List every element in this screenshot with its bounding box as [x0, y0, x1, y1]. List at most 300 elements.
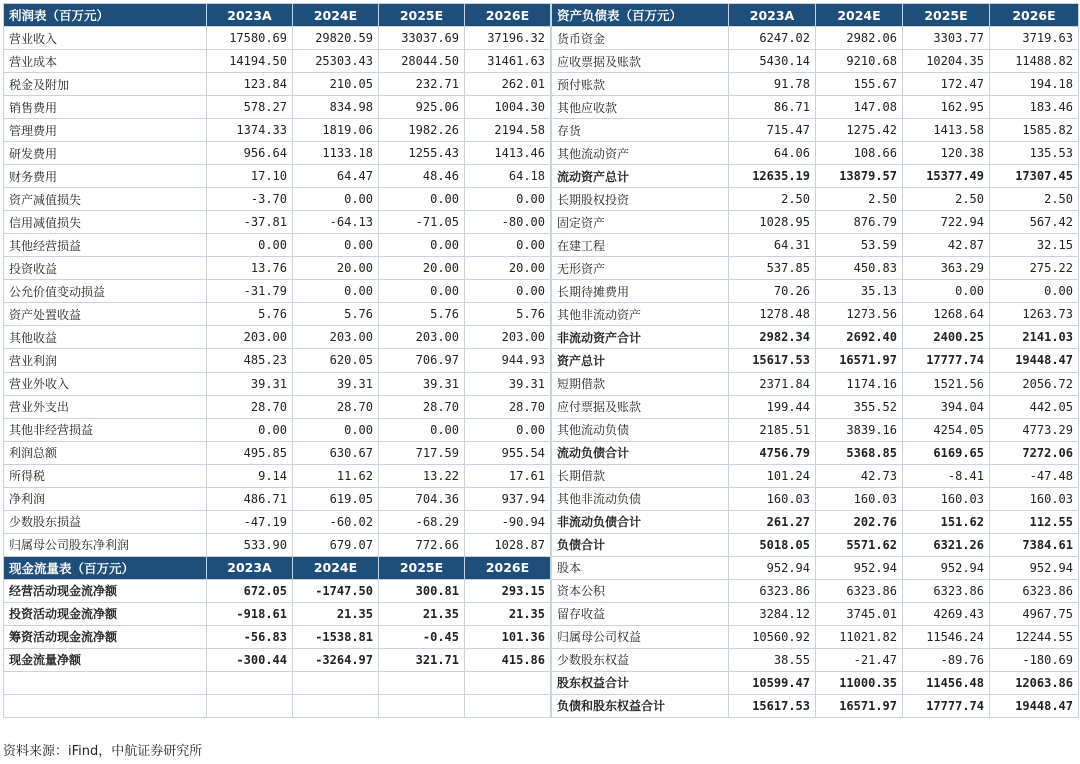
balance-sheet-row-value: 38.55	[729, 648, 816, 671]
cash-flow-row-value: -56.83	[207, 625, 293, 648]
balance-sheet-row-value: 3303.77	[903, 27, 990, 50]
income-statement-row-value: 0.00	[293, 418, 379, 441]
balance-sheet-row-value: 120.38	[903, 142, 990, 165]
income-statement-row-value: 5.76	[379, 303, 465, 326]
balance-sheet-year-header: 2026E	[990, 4, 1079, 27]
income-statement-row-label: 公允价值变动损益	[4, 280, 207, 303]
balance-sheet-row-value: 0.00	[990, 280, 1079, 303]
balance-sheet-row-label: 货币资金	[552, 27, 729, 50]
income-statement-row-value: 203.00	[379, 326, 465, 349]
blank-cell	[207, 671, 293, 694]
income-statement-row-value: 9.14	[207, 464, 293, 487]
cash-flow-row	[4, 579, 551, 602]
income-statement-row	[4, 372, 551, 395]
income-statement-row-value: 28044.50	[379, 50, 465, 73]
balance-sheet-row	[552, 441, 1079, 464]
income-statement-row-label: 财务费用	[4, 165, 207, 188]
balance-sheet-row-value: 17777.74	[903, 349, 990, 372]
balance-sheet-row-value: 0.00	[903, 280, 990, 303]
income-statement-row-value: 0.00	[465, 234, 551, 257]
balance-sheet-row-value: 5571.62	[816, 533, 903, 556]
balance-sheet-row-value: 1278.48	[729, 303, 816, 326]
balance-sheet-row-value: 10204.35	[903, 50, 990, 73]
income-statement-row-value: 13.22	[379, 464, 465, 487]
income-statement-row-value: 717.59	[379, 441, 465, 464]
balance-sheet-row-value: 17777.74	[903, 694, 990, 717]
right-tbody	[552, 4, 1079, 718]
balance-sheet-row-value: 19448.47	[990, 349, 1079, 372]
cash-flow-row-value: 415.86	[465, 648, 551, 671]
balance-sheet-row-value: 2.50	[816, 188, 903, 211]
balance-sheet-row	[552, 165, 1079, 188]
income-statement-row	[4, 211, 551, 234]
income-statement-row-value: 28.70	[465, 395, 551, 418]
balance-sheet-row-value: 35.13	[816, 280, 903, 303]
income-statement-row	[4, 303, 551, 326]
income-statement-row-value: 533.90	[207, 533, 293, 556]
income-statement-row-value: 28.70	[207, 395, 293, 418]
cash-flow-row-value: 21.35	[293, 602, 379, 625]
balance-sheet-row	[552, 50, 1079, 73]
income-statement-row	[4, 27, 551, 50]
balance-sheet-row-value: 6323.86	[990, 579, 1079, 602]
income-statement-row-value: 486.71	[207, 487, 293, 510]
income-statement-row-value: 0.00	[207, 418, 293, 441]
balance-sheet-year-header: 2023A	[729, 4, 816, 27]
income-statement-row-value: -31.79	[207, 280, 293, 303]
blank-cell	[4, 694, 207, 717]
blank-cell	[293, 694, 379, 717]
income-statement-row-label: 归属母公司股东净利润	[4, 533, 207, 556]
balance-sheet-row-value: -180.69	[990, 648, 1079, 671]
balance-sheet-row-value: 183.46	[990, 96, 1079, 119]
balance-sheet-row-value: 32.15	[990, 234, 1079, 257]
income-statement-row-value: 834.98	[293, 96, 379, 119]
balance-sheet-row	[552, 119, 1079, 142]
balance-sheet-row-value: 4269.43	[903, 602, 990, 625]
balance-sheet-row-value: 10560.92	[729, 625, 816, 648]
balance-sheet-row	[552, 671, 1079, 694]
balance-sheet-row-value: 9210.68	[816, 50, 903, 73]
cash-flow-year-header: 2023A	[207, 556, 293, 579]
balance-sheet-row-value: 355.52	[816, 395, 903, 418]
income-statement-row-value: -37.81	[207, 211, 293, 234]
income-statement-row-value: 0.00	[379, 280, 465, 303]
balance-sheet-row	[552, 648, 1079, 671]
income-statement-row-value: 1374.33	[207, 119, 293, 142]
cash-flow-year-header: 2025E	[379, 556, 465, 579]
cash-flow-title: 现金流量表（百万元）	[4, 556, 207, 579]
balance-sheet-row-value: 11000.35	[816, 671, 903, 694]
balance-sheet-row	[552, 533, 1079, 556]
income-statement-row-label: 资产减值损失	[4, 188, 207, 211]
balance-sheet-row-label: 资产总计	[552, 349, 729, 372]
balance-sheet-row-label: 其他非流动资产	[552, 303, 729, 326]
balance-sheet-row	[552, 464, 1079, 487]
income-statement-row-value: -71.05	[379, 211, 465, 234]
income-statement-row-value: 772.66	[379, 533, 465, 556]
income-statement-row-value: 1982.26	[379, 119, 465, 142]
balance-sheet-row-value: 2.50	[903, 188, 990, 211]
balance-sheet-row-value: 53.59	[816, 234, 903, 257]
balance-sheet-row	[552, 349, 1079, 372]
income-statement-row	[4, 395, 551, 418]
balance-sheet-row-label: 无形资产	[552, 257, 729, 280]
income-statement-row-value: 13.76	[207, 257, 293, 280]
income-statement-row-value: 620.05	[293, 349, 379, 372]
income-statement-row-label: 营业外支出	[4, 395, 207, 418]
balance-sheet-row-value: 2.50	[990, 188, 1079, 211]
income-statement-row-value: 937.94	[465, 487, 551, 510]
balance-sheet-row-value: 6321.26	[903, 533, 990, 556]
income-statement-row	[4, 418, 551, 441]
income-statement-header-row	[4, 4, 551, 27]
income-statement-row-value: 28.70	[379, 395, 465, 418]
income-statement-row-value: 619.05	[293, 487, 379, 510]
income-statement-row-value: -64.13	[293, 211, 379, 234]
balance-sheet-row-value: 160.03	[990, 487, 1079, 510]
balance-sheet-row-label: 少数股东权益	[552, 648, 729, 671]
balance-sheet-row-value: 2371.84	[729, 372, 816, 395]
income-statement-row-value: 1819.06	[293, 119, 379, 142]
income-statement-row-value: 2194.58	[465, 119, 551, 142]
blank-cell	[207, 694, 293, 717]
income-statement-row-value: 11.62	[293, 464, 379, 487]
income-statement-row-label: 投资收益	[4, 257, 207, 280]
income-statement-row	[4, 349, 551, 372]
balance-sheet-row	[552, 579, 1079, 602]
income-statement-row	[4, 119, 551, 142]
balance-sheet-row-value: 151.62	[903, 510, 990, 533]
cash-flow-row-label: 筹资活动现金流净额	[4, 625, 207, 648]
cash-flow-row	[4, 602, 551, 625]
cash-flow-row-label: 现金流量净额	[4, 648, 207, 671]
cash-flow-row-value: -0.45	[379, 625, 465, 648]
balance-sheet-row-value: 160.03	[816, 487, 903, 510]
source-note: 资料来源：iFind，中航证券研究所	[3, 744, 203, 759]
balance-sheet-row-value: 7272.06	[990, 441, 1079, 464]
balance-sheet-row-value: 2982.34	[729, 326, 816, 349]
income-statement-row-value: 37196.32	[465, 27, 551, 50]
income-statement-row	[4, 50, 551, 73]
income-statement-row-value: 495.85	[207, 441, 293, 464]
income-statement-row-value: 0.00	[379, 418, 465, 441]
balance-sheet-row-value: 16571.97	[816, 694, 903, 717]
balance-sheet-row-value: 2141.03	[990, 326, 1079, 349]
income-statement-row-value: -60.02	[293, 510, 379, 533]
balance-sheet-row-value: 1174.16	[816, 372, 903, 395]
balance-sheet-row-value: 11021.82	[816, 625, 903, 648]
income-statement-row	[4, 165, 551, 188]
balance-sheet-row	[552, 694, 1079, 717]
balance-sheet-row-label: 预付账款	[552, 73, 729, 96]
income-statement-row-value: -3.70	[207, 188, 293, 211]
balance-sheet-row-value: 394.04	[903, 395, 990, 418]
balance-sheet-row-value: 3745.01	[816, 602, 903, 625]
balance-sheet-row-value: 86.71	[729, 96, 816, 119]
income-statement-row-label: 其他收益	[4, 326, 207, 349]
balance-sheet-row-label: 应收票据及账款	[552, 50, 729, 73]
blank-cell	[4, 671, 207, 694]
income-statement-row-value: 39.31	[379, 372, 465, 395]
income-statement-year-header: 2025E	[379, 4, 465, 27]
income-statement-year-header: 2024E	[293, 4, 379, 27]
balance-sheet-row-label: 其他流动负债	[552, 418, 729, 441]
balance-sheet-row-value: 64.06	[729, 142, 816, 165]
balance-sheet-row-value: 3719.63	[990, 27, 1079, 50]
income-statement-row-value: 704.36	[379, 487, 465, 510]
cash-flow-row-value: -3264.97	[293, 648, 379, 671]
balance-sheet-row-value: 15617.53	[729, 694, 816, 717]
balance-sheet-row-value: 5368.85	[816, 441, 903, 464]
blank-row	[4, 694, 551, 717]
balance-sheet-row-value: 11456.48	[903, 671, 990, 694]
income-statement-row	[4, 234, 551, 257]
balance-sheet-row-value: 101.24	[729, 464, 816, 487]
income-statement-row-value: 39.31	[293, 372, 379, 395]
balance-sheet-row	[552, 372, 1079, 395]
cash-flow-row-value: 21.35	[465, 602, 551, 625]
cash-flow-row-value: 101.36	[465, 625, 551, 648]
balance-sheet-row-value: 1585.82	[990, 119, 1079, 142]
balance-sheet-row-value: 64.31	[729, 234, 816, 257]
balance-sheet-row-value: 6323.86	[816, 579, 903, 602]
balance-sheet-row-label: 股本	[552, 556, 729, 579]
balance-sheet-row	[552, 234, 1079, 257]
income-statement-row	[4, 326, 551, 349]
balance-sheet-row	[552, 188, 1079, 211]
balance-sheet-year-header: 2025E	[903, 4, 990, 27]
blank-cell	[465, 671, 551, 694]
income-statement-row-label: 资产处置收益	[4, 303, 207, 326]
income-statement-row-label: 净利润	[4, 487, 207, 510]
income-statement-row	[4, 142, 551, 165]
income-statement-row-value: 14194.50	[207, 50, 293, 73]
balance-sheet-row-label: 固定资产	[552, 211, 729, 234]
income-statement-row-value: 232.71	[379, 73, 465, 96]
income-statement-row-value: 203.00	[207, 326, 293, 349]
income-statement-row-value: 64.47	[293, 165, 379, 188]
balance-sheet-row-value: 2185.51	[729, 418, 816, 441]
balance-sheet-row-value: 1268.64	[903, 303, 990, 326]
income-statement-row-value: 5.76	[293, 303, 379, 326]
balance-sheet-row	[552, 556, 1079, 579]
balance-sheet-row-value: 172.47	[903, 73, 990, 96]
income-statement-row-value: 17.10	[207, 165, 293, 188]
income-statement-row-label: 营业成本	[4, 50, 207, 73]
income-statement-row-value: 0.00	[465, 418, 551, 441]
income-statement-row	[4, 188, 551, 211]
balance-sheet-row-value: -89.76	[903, 648, 990, 671]
balance-sheet-row-value: 876.79	[816, 211, 903, 234]
right-panel	[551, 3, 1079, 718]
balance-sheet-row	[552, 27, 1079, 50]
cash-flow-row-value: 293.15	[465, 579, 551, 602]
income-statement-row-value: 956.64	[207, 142, 293, 165]
cash-flow-row-value: 21.35	[379, 602, 465, 625]
balance-sheet-row	[552, 142, 1079, 165]
balance-sheet-row-value: 160.03	[729, 487, 816, 510]
balance-sheet-row-label: 存货	[552, 119, 729, 142]
balance-sheet-row-value: 2692.40	[816, 326, 903, 349]
income-statement-row-value: 1028.87	[465, 533, 551, 556]
balance-sheet-row-label: 负债合计	[552, 533, 729, 556]
balance-sheet-row-label: 长期借款	[552, 464, 729, 487]
income-statement-row-value: 1133.18	[293, 142, 379, 165]
income-statement-row-value: 1413.46	[465, 142, 551, 165]
blank-cell	[379, 671, 465, 694]
balance-sheet-row-label: 留存收益	[552, 602, 729, 625]
balance-sheet-row-value: 11488.82	[990, 50, 1079, 73]
balance-sheet-row-label: 非流动负债合计	[552, 510, 729, 533]
income-statement-row	[4, 533, 551, 556]
income-statement-row-label: 信用减值损失	[4, 211, 207, 234]
income-statement-row-value: 28.70	[293, 395, 379, 418]
balance-sheet-row-value: 1263.73	[990, 303, 1079, 326]
balance-sheet-row-label: 其他流动资产	[552, 142, 729, 165]
income-statement-row-value: 48.46	[379, 165, 465, 188]
income-statement-row-label: 管理费用	[4, 119, 207, 142]
income-statement-row-value: 5.76	[465, 303, 551, 326]
cash-flow-row-value: 672.05	[207, 579, 293, 602]
balance-sheet-row-label: 在建工程	[552, 234, 729, 257]
income-statement-row-value: 679.07	[293, 533, 379, 556]
balance-sheet-row-value: 952.94	[729, 556, 816, 579]
income-statement-row-value: 0.00	[379, 234, 465, 257]
income-statement-row-value: -80.00	[465, 211, 551, 234]
income-statement-row-value: 20.00	[379, 257, 465, 280]
income-statement-row-value: 17580.69	[207, 27, 293, 50]
balance-sheet-row-value: 6323.86	[729, 579, 816, 602]
cash-flow-row	[4, 625, 551, 648]
cash-flow-row	[4, 648, 551, 671]
balance-sheet-row-value: 135.53	[990, 142, 1079, 165]
balance-sheet-row-value: 1273.56	[816, 303, 903, 326]
left-panel	[3, 3, 551, 718]
balance-sheet-row-value: 13879.57	[816, 165, 903, 188]
balance-sheet-row	[552, 602, 1079, 625]
balance-sheet-row	[552, 303, 1079, 326]
balance-sheet-row-value: 16571.97	[816, 349, 903, 372]
balance-sheet-row-value: 108.66	[816, 142, 903, 165]
income-statement-title: 利润表（百万元）	[4, 4, 207, 27]
balance-sheet-row	[552, 487, 1079, 510]
balance-sheet-row	[552, 211, 1079, 234]
income-statement-row-value: 0.00	[465, 280, 551, 303]
income-statement-row-value: 20.00	[465, 257, 551, 280]
balance-sheet-row-label: 应付票据及账款	[552, 395, 729, 418]
balance-sheet-row-value: 722.94	[903, 211, 990, 234]
income-statement-row-value: 210.05	[293, 73, 379, 96]
income-statement-row-value: 262.01	[465, 73, 551, 96]
income-statement-row-value: 1004.30	[465, 96, 551, 119]
balance-sheet-row-value: 442.05	[990, 395, 1079, 418]
income-statement-row-label: 少数股东损益	[4, 510, 207, 533]
balance-sheet-row-value: 199.44	[729, 395, 816, 418]
balance-sheet-row-value: 952.94	[903, 556, 990, 579]
cash-flow-year-header: 2024E	[293, 556, 379, 579]
balance-sheet-row-value: 363.29	[903, 257, 990, 280]
income-statement-row-value: 925.06	[379, 96, 465, 119]
income-statement-row	[4, 280, 551, 303]
balance-sheet-row-value: 1028.95	[729, 211, 816, 234]
balance-sheet-row-value: 19448.47	[990, 694, 1079, 717]
blank-cell	[465, 694, 551, 717]
balance-sheet-row-value: 2.50	[729, 188, 816, 211]
balance-sheet-row-value: 5018.05	[729, 533, 816, 556]
balance-sheet-row-label: 流动负债合计	[552, 441, 729, 464]
balance-sheet-row-value: 42.87	[903, 234, 990, 257]
balance-sheet-row-label: 资本公积	[552, 579, 729, 602]
balance-sheet-row-value: 1413.58	[903, 119, 990, 142]
income-statement-row-value: -68.29	[379, 510, 465, 533]
income-statement-row-label: 营业利润	[4, 349, 207, 372]
balance-sheet-row	[552, 326, 1079, 349]
cash-flow-header-row	[4, 556, 551, 579]
income-statement-row-value: 25303.43	[293, 50, 379, 73]
income-statement-row-value: 0.00	[293, 234, 379, 257]
cash-flow-row-value: 321.71	[379, 648, 465, 671]
balance-sheet-row	[552, 510, 1079, 533]
income-statement-row-value: 31461.63	[465, 50, 551, 73]
income-statement-row-value: 0.00	[379, 188, 465, 211]
balance-sheet-row	[552, 395, 1079, 418]
balance-sheet-row-label: 非流动资产合计	[552, 326, 729, 349]
income-statement-row-value: 29820.59	[293, 27, 379, 50]
balance-sheet-row-value: 155.67	[816, 73, 903, 96]
balance-sheet-row-value: 15617.53	[729, 349, 816, 372]
balance-sheet-row-value: 1275.42	[816, 119, 903, 142]
income-statement-row-value: 0.00	[293, 280, 379, 303]
balance-sheet-row-label: 短期借款	[552, 372, 729, 395]
income-statement-row-value: 0.00	[465, 188, 551, 211]
income-statement-row	[4, 257, 551, 280]
balance-sheet-row-value: 194.18	[990, 73, 1079, 96]
income-statement-row-value: 955.54	[465, 441, 551, 464]
income-statement-row-label: 营业外收入	[4, 372, 207, 395]
balance-sheet-row-value: 2982.06	[816, 27, 903, 50]
balance-sheet-row-value: 952.94	[990, 556, 1079, 579]
balance-sheet-row-value: 202.76	[816, 510, 903, 533]
balance-sheet-row-value: 11546.24	[903, 625, 990, 648]
income-statement-row-value: 5.76	[207, 303, 293, 326]
cash-flow-row-label: 投资活动现金流净额	[4, 602, 207, 625]
balance-sheet-year-header: 2024E	[816, 4, 903, 27]
income-statement-row-value: 203.00	[293, 326, 379, 349]
income-statement-year-header: 2023A	[207, 4, 293, 27]
balance-sheet-row-value: 70.26	[729, 280, 816, 303]
income-statement-row-label: 其他非经营损益	[4, 418, 207, 441]
balance-sheet-row-value: -8.41	[903, 464, 990, 487]
balance-sheet-row-value: 112.55	[990, 510, 1079, 533]
income-statement-row-value: 203.00	[465, 326, 551, 349]
balance-sheet-row-value: 3839.16	[816, 418, 903, 441]
income-statement-row-label: 税金及附加	[4, 73, 207, 96]
balance-sheet-row-value: 715.47	[729, 119, 816, 142]
balance-sheet-row-value: 4967.75	[990, 602, 1079, 625]
balance-sheet-row-value: 6323.86	[903, 579, 990, 602]
balance-sheet-row-value: 2400.25	[903, 326, 990, 349]
cash-flow-row-value: -1747.50	[293, 579, 379, 602]
balance-sheet-row-value: 567.42	[990, 211, 1079, 234]
balance-sheet-row-value: 17307.45	[990, 165, 1079, 188]
balance-sheet-row-label: 其他应收款	[552, 96, 729, 119]
income-statement-row-value: 0.00	[293, 188, 379, 211]
income-statement-row-value: 485.23	[207, 349, 293, 372]
income-statement-row-value: 578.27	[207, 96, 293, 119]
balance-sheet-row-value: 15377.49	[903, 165, 990, 188]
balance-sheet-row	[552, 418, 1079, 441]
